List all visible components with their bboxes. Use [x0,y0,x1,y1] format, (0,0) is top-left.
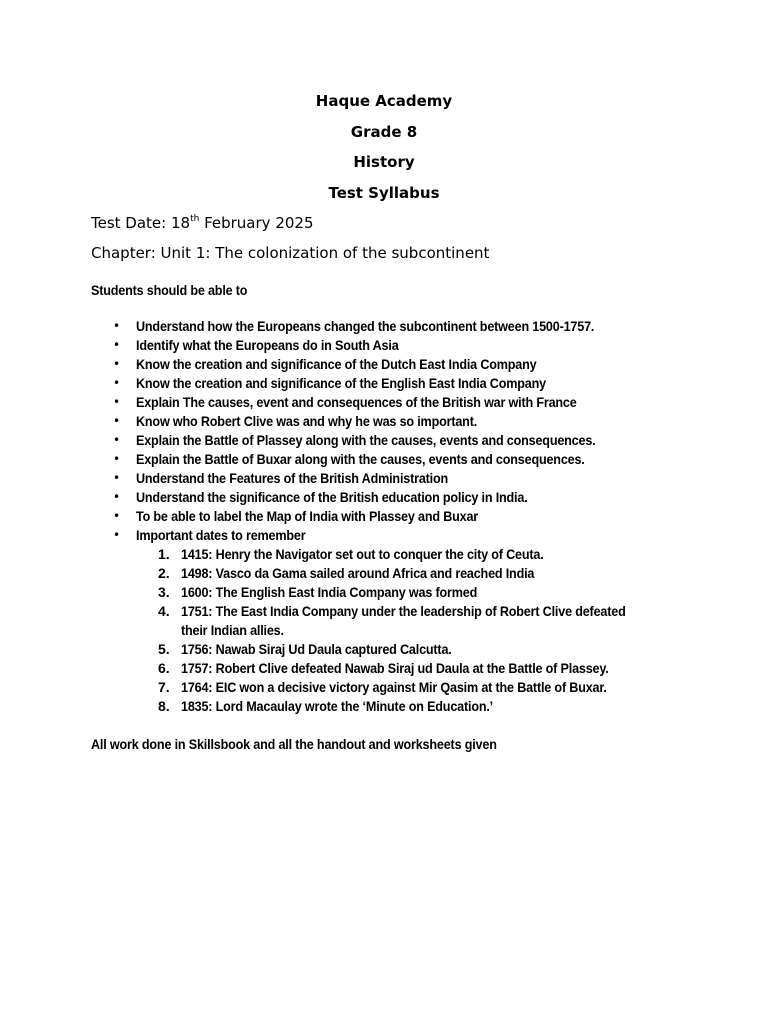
objectives-list [0,317,768,545]
date-text-line: 1415: Henry the Navigator set out to conquer the city of Ceuta. [181,546,544,562]
date-item [0,697,768,716]
bullet-icon: • [113,471,121,485]
objectives-intro: Students should be able to [91,282,248,298]
objective-item [0,317,768,336]
date-number: 3. [158,584,170,600]
date-number: 6. [158,660,170,676]
date-text-line: their Indian allies. [181,622,284,638]
bullet-icon: • [113,319,121,333]
bullet-icon: • [113,528,121,542]
date-number: 2. [158,565,170,581]
date-text-line: 1757: Robert Clive defeated Nawab Siraj ud Daula at the Battle of Plassey. [181,660,609,676]
date-item [0,602,768,640]
objective-item [0,374,768,393]
bullet-icon: • [113,490,121,504]
test-date-suffix: February 2025 [199,214,314,232]
date-item [0,564,768,583]
date-item [0,640,768,659]
date-item [0,545,768,564]
date-number: 8. [158,698,170,714]
date-number: 1. [158,546,170,562]
date-text [181,659,609,678]
bullet-icon: • [113,433,121,447]
objective-text: Know the creation and significance of the English East India Company [136,375,546,391]
date-number: 5. [158,641,170,657]
objective-text: Important dates to remember [136,527,306,543]
subject-heading: History [353,153,415,171]
date-text-line: 1498: Vasco da Gama sailed around Africa and reached India [181,565,535,581]
grade-heading: Grade 8 [350,123,418,141]
important-dates-list [0,545,768,716]
objective-item [0,488,768,507]
objective-text: Explain the Battle of Buxar along with the causes, events and consequences. [136,451,585,467]
date-text [181,583,477,602]
date-item [0,583,768,602]
test-date-ordinal: th [190,214,200,224]
date-text [181,564,534,583]
test-date-prefix: Test Date: 18 [91,214,191,232]
bullet-icon: • [113,509,121,523]
objective-item [0,507,768,526]
objective-item [0,336,768,355]
date-text [181,602,626,640]
bullet-icon: • [113,376,121,390]
objective-item [0,393,768,412]
date-text-line: 1751: The East India Company under the leadership of Robert Clive defeated [181,603,626,619]
objective-text: Know who Robert Clive was and why he was so important. [136,413,478,429]
objective-item [0,450,768,469]
chapter-line: Chapter: Unit 1: The colonization of the subcontinent [91,244,490,262]
objective-text: To be able to label the Map of India with Plassey and Buxar [136,508,479,524]
objective-text: Know the creation and significance of the Dutch East India Company [136,356,537,372]
objective-text: Explain the Battle of Plassey along with the causes, events and consequences. [136,432,596,448]
syllabus-title: Test Syllabus [328,184,440,202]
bullet-icon: • [113,452,121,466]
date-text [181,545,544,564]
date-text [181,697,493,716]
test-date [91,213,314,233]
objective-text: Identify what the Europeans do in South Asia [136,337,399,353]
bullet-icon: • [113,357,121,371]
date-number: 7. [158,679,170,695]
footer-note: All work done in Skillsbook and all the handout and worksheets given [91,736,497,752]
date-item [0,659,768,678]
date-text-line: 1600: The English East India Company was formed [181,584,478,600]
objective-item [0,412,768,431]
objective-text: Understand how the Europeans changed the subcontinent between 1500-1757. [136,318,595,334]
objective-text: Understand the significance of the British education policy in India. [136,489,528,505]
date-text-line: 1835: Lord Macaulay wrote the ‘Minute on Education.’ [181,698,493,714]
objective-text: Understand the Features of the British Administration [136,470,449,486]
bullet-icon: • [113,414,121,428]
objective-text: Explain The causes, event and consequences of the British war with France [136,394,577,410]
date-number: 4. [158,603,170,619]
date-text-line: 1756: Nawab Siraj Ud Daula captured Calcutta. [181,641,452,657]
date-text [181,678,607,697]
date-item [0,678,768,697]
bullet-icon: • [113,338,121,352]
objective-item [0,526,768,545]
objective-item [0,431,768,450]
objective-item [0,355,768,374]
school-name: Haque Academy [315,92,453,110]
objective-item [0,469,768,488]
bullet-icon: • [113,395,121,409]
date-text [181,640,452,659]
date-text-line: 1764: EIC won a decisive victory against Mir Qasim at the Battle of Buxar. [181,679,607,695]
